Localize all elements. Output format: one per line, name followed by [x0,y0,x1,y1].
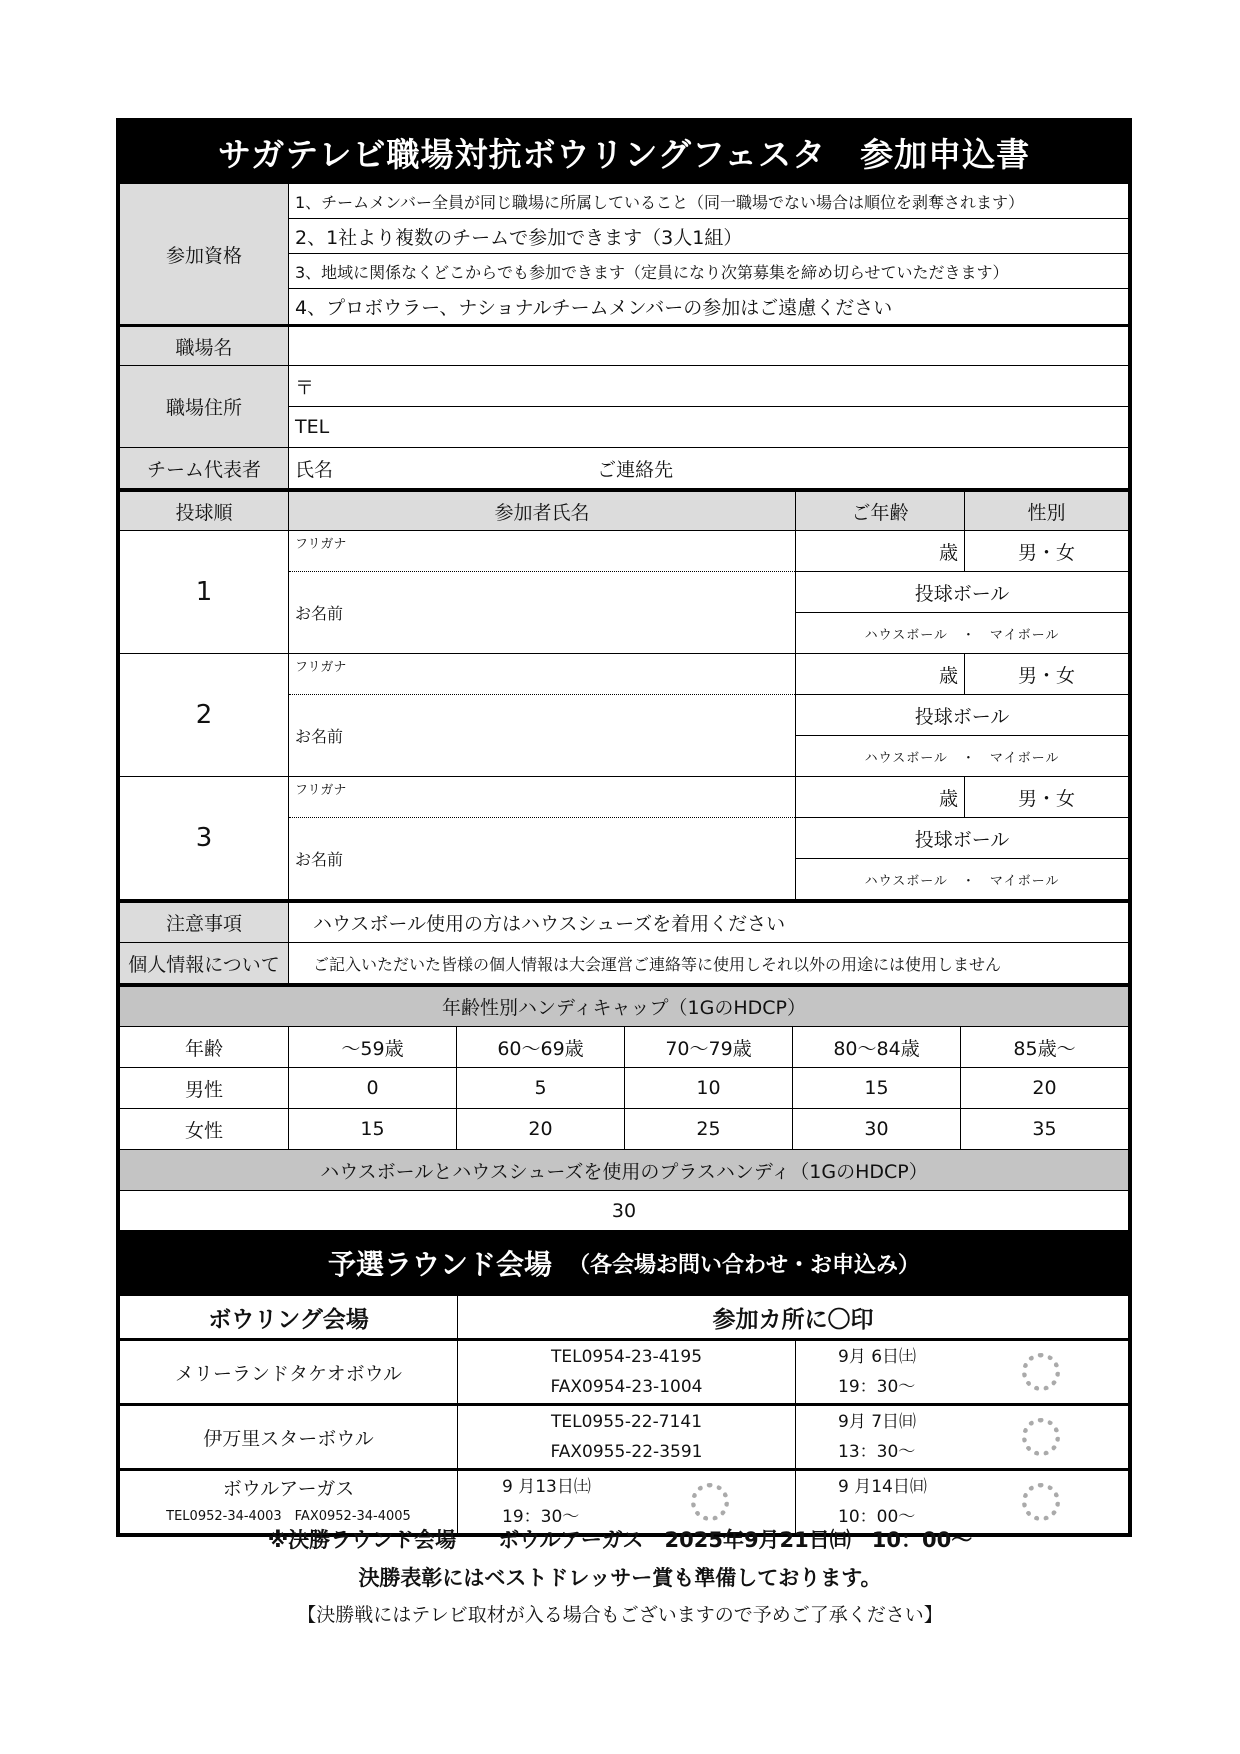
application-form [116,118,1132,1537]
mark-circle-icon[interactable] [1022,1483,1060,1521]
furigana-field-2[interactable] [289,654,796,695]
tel-label: TEL [295,416,330,438]
age-field-1[interactable] [796,531,965,572]
notes-table [119,900,1129,984]
mark-circle-icon[interactable] [1022,1418,1060,1456]
furigana-label: フリガナ [295,660,347,675]
plus-handicap-title: ハウスボールとハウスシューズを使用のプラスハンディ（1GのHDCP） [120,1150,1129,1191]
venue-column-header: ボウリング会場 [120,1296,458,1340]
slot-time: 19：30〜 [838,1377,916,1397]
workplace-name-field[interactable] [289,326,1129,366]
age-field-2[interactable] [796,654,965,695]
venue-argus-contact: TEL0952-34-4003 FAX0952-34-4005 [166,1509,411,1524]
name-label: お名前 [295,604,344,623]
age-unit: 歳 [938,541,958,564]
furigana-field-3[interactable] [289,777,796,818]
order-header: 投球順 [120,491,289,531]
venue-slot[interactable] [796,1340,1129,1405]
venue-name: メリーランドタケオボウル [120,1340,458,1405]
slot-date: 9 月14日㈰ [838,1477,927,1497]
participant-order-2: 2 [120,654,289,777]
representative-field[interactable] [289,448,1129,489]
ball-label-1: 投球ボール [796,572,1129,613]
slot-date: 9月 6日㈯ [838,1347,917,1367]
caution-label: 注意事項 [120,902,289,943]
venue-banner [119,1231,1129,1295]
ball-options-2[interactable]: ハウスボール ・ マイボール [796,736,1129,777]
male-hdcp: 5 [457,1068,625,1109]
ball-label-3: 投球ボール [796,818,1129,859]
age-band: 〜59歳 [289,1027,457,1068]
ball-options-1[interactable]: ハウスボール ・ マイボール [796,613,1129,654]
age-band: 70〜79歳 [625,1027,793,1068]
female-hdcp: 35 [961,1109,1129,1150]
privacy-text: ご記入いただいた皆様の個人情報は大会運営ご連絡等に使用しそれ以外の用途には使用しません [289,943,1129,984]
name-field-2[interactable] [289,695,796,777]
eligibility-item-2: 2、1社より複数のチームで参加できます（3人1組） [289,219,1129,254]
age-unit: 歳 [938,787,958,810]
venue-name: ボウルアーガス [222,1478,355,1500]
age-band: 60〜69歳 [457,1027,625,1068]
age-field-3[interactable] [796,777,965,818]
venue-fax: FAX0954-23-1004 [550,1377,703,1397]
female-hdcp: 20 [457,1109,625,1150]
venue-fax: FAX0955-22-3591 [550,1442,703,1462]
slot-date: 9月 7日㈰ [838,1412,917,1432]
female-hdcp: 15 [289,1109,457,1150]
gender-options-3[interactable]: 男・女 [965,777,1129,818]
slot-time: 13：30〜 [838,1442,916,1462]
representative-name-label: 氏名 [295,458,334,481]
male-hdcp: 15 [793,1068,961,1109]
entry-info-table [119,183,1129,489]
workplace-name-label: 職場名 [120,326,289,366]
slot-time: 10：00〜 [838,1507,916,1527]
venue-name: 伊万里スターボウル [120,1405,458,1470]
male-hdcp: 0 [289,1068,457,1109]
age-row-label: 年齢 [120,1027,289,1068]
female-hdcp: 30 [793,1109,961,1150]
furigana-label: フリガナ [295,537,347,552]
eligibility-label: 参加資格 [120,184,289,326]
participants-table [119,489,1129,900]
slot-time: 19：30〜 [502,1507,580,1527]
gender-header: 性別 [965,491,1129,531]
age-band: 85歳〜 [961,1027,1129,1068]
age-band: 80〜84歳 [793,1027,961,1068]
plus-handicap-value: 30 [120,1191,1129,1231]
representative-label: チーム代表者 [120,448,289,489]
workplace-tel-field[interactable] [289,407,1129,448]
venue-title: 予選ラウンド会場 [327,1248,552,1281]
venue-contact [458,1405,796,1470]
venues-table [119,1295,1129,1534]
postal-mark: 〒 [295,376,315,399]
ball-label-2: 投球ボール [796,695,1129,736]
name-field-3[interactable] [289,818,796,900]
workplace-address-label: 職場住所 [120,366,289,448]
participant-order-1: 1 [120,531,289,654]
age-unit: 歳 [938,664,958,687]
venue-tel: TEL0955-22-7141 [550,1412,703,1432]
venue-contact [458,1340,796,1405]
handicap-title: 年齢性別ハンディキャップ（1GのHDCP） [120,986,1129,1027]
handicap-table [119,984,1129,1231]
tv-note: 【決勝戦にはテレビ取材が入る場合もございますので予めご了承ください】 [297,1604,943,1626]
male-hdcp: 20 [961,1068,1129,1109]
venue-subtitle: （各会場お問い合わせ・お申込み） [568,1252,921,1278]
participant-order-3: 3 [120,777,289,900]
eligibility-item-1: 1、チームメンバー全員が同じ職場に所属していること（同一職場でない場合は順位を剥奪されます） [289,184,1129,219]
eligibility-item-4: 4、プロボウラー、ナショナルチームメンバーの参加はご遠慮ください [289,289,1129,326]
mark-circle-icon[interactable] [1022,1353,1060,1391]
age-header: ご年齢 [796,491,965,531]
female-hdcp: 25 [625,1109,793,1150]
mark-circle-icon[interactable] [691,1483,729,1521]
name-label: お名前 [295,850,344,869]
name-label: お名前 [295,727,344,746]
furigana-label: フリガナ [295,783,347,798]
venue-slot[interactable] [796,1405,1129,1470]
mark-column-header: 参加カ所に〇印 [458,1296,1129,1340]
workplace-postal-field[interactable] [289,366,1129,407]
form-title: サガテレビ職場対抗ボウリングフェスタ 参加申込書 [119,121,1129,183]
furigana-field-1[interactable] [289,531,796,572]
final-round-note: ※決勝ラウンド会場 ボウルアーガス 2025年9月21日㈰ 10：00〜 [267,1528,973,1552]
ball-options-3[interactable]: ハウスボール ・ マイボール [796,859,1129,900]
caution-text: ハウスボール使用の方はハウスシューズを着用ください [289,902,1129,943]
gender-options-2[interactable]: 男・女 [965,654,1129,695]
eligibility-item-3: 3、地域に関係なくどこからでも参加できます（定員になり次第募集を締め切らせていただきます） [289,254,1129,289]
representative-contact-label: ご連絡先 [597,458,674,481]
privacy-label: 個人情報について [120,943,289,984]
female-row-label: 女性 [120,1109,289,1150]
male-row-label: 男性 [120,1068,289,1109]
award-note: 決勝表彰にはベストドレッサー賞も準備しております。 [358,1566,882,1590]
name-field-1[interactable] [289,572,796,654]
gender-options-1[interactable]: 男・女 [965,531,1129,572]
male-hdcp: 10 [625,1068,793,1109]
name-header: 参加者氏名 [289,491,796,531]
slot-date: 9 月13日㈯ [502,1477,591,1497]
venue-tel: TEL0954-23-4195 [550,1347,703,1367]
